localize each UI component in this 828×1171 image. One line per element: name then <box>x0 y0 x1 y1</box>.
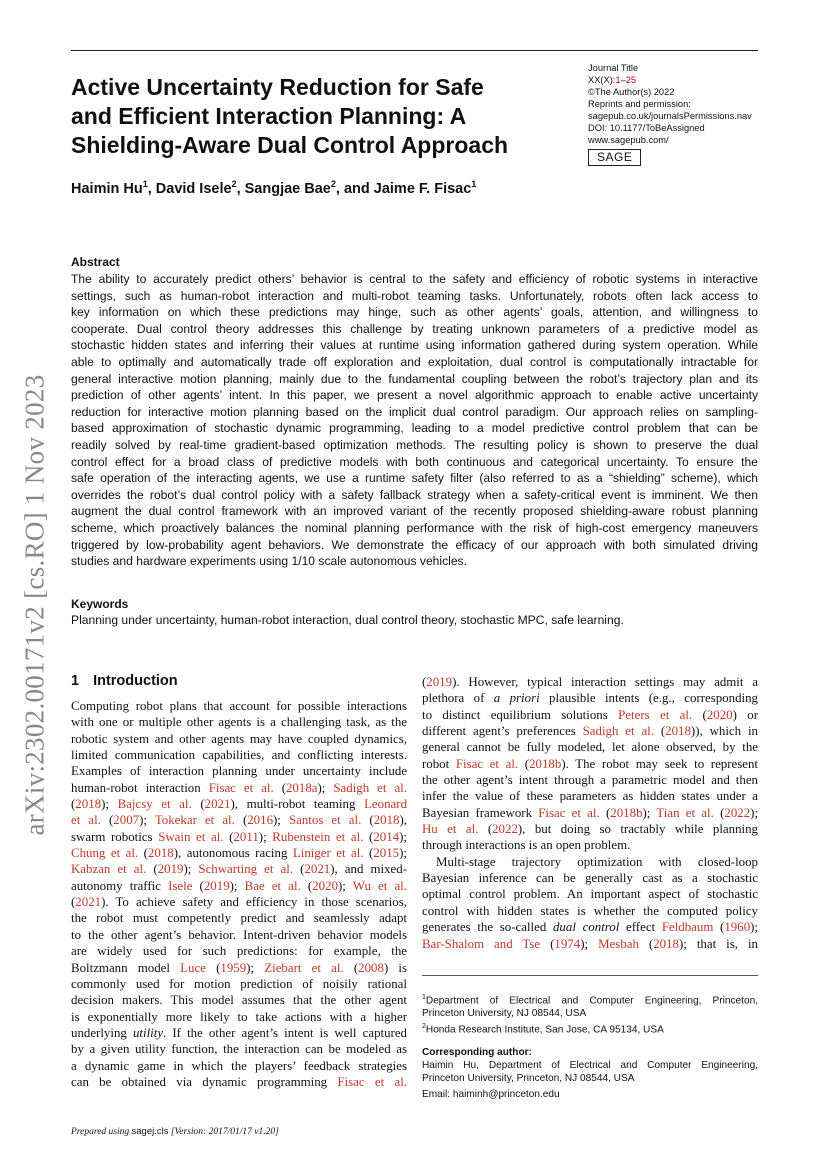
abstract-line: stochastic hidden states and inferring their values at runtime using information gathered during system operation. While <box>71 338 758 353</box>
body-text: ); <box>317 780 334 795</box>
journal-info <box>588 62 768 166</box>
body-line <box>422 788 758 804</box>
citation-link[interactable]: Luce <box>180 960 206 975</box>
body-line <box>422 854 758 870</box>
volume-prefix: XX(X): <box>588 75 616 85</box>
body-text: ( <box>518 756 530 771</box>
author-affiliation-mark: 1 <box>142 179 148 189</box>
email-link[interactable]: Email: haiminh@princeton.edu <box>422 1089 560 1100</box>
citation-link[interactable]: Bar-Shalom and Tse <box>422 936 541 951</box>
body-line <box>71 829 407 845</box>
body-text: infer the value of these parameters as hidden states under a <box>422 789 758 804</box>
abstract-line: reduction for interactive motion planning based on the implicit dual control paradigm. Our approach relies on sampling- <box>71 404 758 419</box>
abstract-line: able to optimally and automatically trade off exploration and exploitation, dual control is computationally intractable for <box>71 354 758 369</box>
abstract-line: safe operation of the interacting agents, we use a runtime safety filter (also referred to as a “shielding” scheme), which <box>71 471 758 486</box>
reprints-url[interactable]: sagepub.co.uk/journalsPermissions.nav <box>588 111 752 121</box>
body-text: generates the so-called <box>422 920 553 935</box>
body-text: Bayesian framework <box>422 805 539 820</box>
body-line <box>71 1074 407 1090</box>
body-text: ( <box>713 920 725 935</box>
arxiv-watermark <box>10 365 60 845</box>
body-text: robot <box>422 756 456 771</box>
body-line <box>71 960 407 976</box>
citation-link[interactable]: 2021 <box>204 797 231 812</box>
citation-link[interactable]: Mesbah <box>598 936 639 951</box>
body-text: are widely used for such predictions: for example, the <box>71 944 407 959</box>
affiliation-1 <box>422 991 758 1007</box>
publisher-site[interactable]: www.sagepub.com/ <box>588 135 669 145</box>
body-line <box>71 976 407 992</box>
body-text: ), multi-robot teaming <box>230 797 365 812</box>
body-text: ( <box>234 813 248 828</box>
author-name: Sangjae Bae <box>244 180 331 197</box>
sage-logo: SAGE <box>588 149 641 166</box>
abstract-line: The ability to accurately predict others’ behavior is central to the safety and efficiency of robotic systems in interactive <box>71 272 758 286</box>
abstract-line: based approximation of stochastic dynamic programming, leading to a model predictive control problem that can be <box>71 421 758 436</box>
paper-title <box>71 73 541 160</box>
abstract-line: readily solved by real-time gradient-based optimization methods. The resulting policy is shown to preserve the dual <box>71 437 758 452</box>
author-separator: , and <box>335 180 374 197</box>
body-text: ( <box>653 724 666 739</box>
citation-link[interactable]: 2014 <box>373 829 400 844</box>
body-text: to distinct equilibrium solutions <box>422 707 619 722</box>
body-text: ), <box>399 813 407 828</box>
affiliation-1-cont: Princeton University, NJ 08544, USA <box>422 1008 587 1020</box>
body-text: ( <box>713 805 725 820</box>
body-line <box>71 992 407 1008</box>
body-text: ); <box>750 805 758 820</box>
body-line <box>422 690 758 706</box>
author-name: David Isele <box>155 180 232 197</box>
body-text: by a given utility function, the interaction can be modeled as <box>71 1042 407 1057</box>
citation-link[interactable]: 2018 <box>147 846 174 861</box>
body-text: decision makers. This model assumes that the other agent <box>71 993 407 1008</box>
footer-version: [Version: 2017/01/17 v1.20] <box>168 1127 279 1137</box>
citation-link[interactable]: Rubenstein et al. <box>272 829 364 844</box>
body-text: ); <box>273 813 289 828</box>
title-line: Active Uncertainty Reduction for Safe <box>71 74 484 100</box>
emphasis-text: utility <box>132 1025 164 1040</box>
citation-link[interactable]: Liniger et al. <box>292 846 364 861</box>
page-end-link[interactable]: 25 <box>625 75 637 85</box>
body-text: ); <box>183 862 199 877</box>
aff-text: Department of Electrical and Computer Engineering, Princeton, <box>425 995 758 1007</box>
body-line <box>71 943 407 959</box>
body-text: with one or multiple other agents is a challenging task, as the <box>71 715 407 730</box>
body-text: is exponentially more likely to take actions with a higher <box>71 1009 407 1024</box>
body-text: ); <box>338 878 353 893</box>
citation-link[interactable]: 2022 <box>724 805 751 820</box>
aff-mark: 1 <box>422 994 426 1001</box>
citation-link[interactable]: 2018 <box>75 797 102 812</box>
body-text: )), which in <box>690 724 758 739</box>
author-separator: , <box>236 180 245 197</box>
body-line <box>71 861 407 877</box>
body-text: ); that is, in <box>678 936 758 951</box>
body-text: ( <box>540 936 555 951</box>
affiliation-2 <box>422 1020 758 1036</box>
aff-mark: 2 <box>422 1023 426 1031</box>
citation-link[interactable]: Sadigh et al. <box>582 724 654 739</box>
body-text: ( <box>146 862 158 877</box>
body-text: the robot must competently predict and seamlessly adapt <box>71 911 407 926</box>
citation-link[interactable]: Tokekar et al. <box>154 813 235 828</box>
abstract-line: control effect for a broad class of predictive models with both continuous and categorical uncertainty. To ensure the <box>71 454 758 469</box>
arxiv-id[interactable]: arXiv:2302.00171v2 [cs.RO] 1 Nov 2023 <box>19 374 50 836</box>
citation-link[interactable]: Wu et al. <box>352 878 407 893</box>
body-text: can be obtained via dynamic programming <box>71 1074 338 1089</box>
body-text: ); <box>246 960 265 975</box>
body-text: ). However, typical interaction settings may admit a <box>452 675 758 689</box>
abstract-line: augment the dual control framework with an improved variant of the recently proposed shielding-aware robust planning <box>71 504 758 519</box>
citation-link[interactable]: Chung et al. <box>71 846 139 861</box>
page-separator: – <box>620 75 626 85</box>
citation-link[interactable]: Kabzan et al. <box>71 862 147 877</box>
corresponding-line: Haimin Hu, Department of Electrical and Computer Engineering, <box>422 1060 758 1071</box>
body-line <box>422 903 758 919</box>
body-line <box>422 674 758 690</box>
body-line <box>71 1025 407 1041</box>
citation-link[interactable]: Swain et al. <box>158 829 224 844</box>
citation-link[interactable]: 2011 <box>233 829 259 844</box>
body-line <box>422 723 758 739</box>
body-line <box>422 837 758 853</box>
body-text: ); <box>101 797 118 812</box>
emphasis-text: a priori <box>493 691 540 706</box>
body-line <box>422 739 758 755</box>
page-footer <box>71 1126 279 1137</box>
body-text: through interactions is an open problem. <box>422 838 631 853</box>
body-text: ( <box>100 813 114 828</box>
citation-link[interactable]: 2008 <box>358 960 384 975</box>
body-text: ). To achieve safety and efficiency in those scenarios, <box>101 895 407 910</box>
body-text: a dynamic game in which the players’ feedback strategies <box>71 1058 407 1073</box>
body-text: ), but doing so tractably while planning <box>517 822 758 837</box>
author-separator: , <box>147 180 156 197</box>
footnote-rule <box>422 975 758 976</box>
body-text: . If the other agent’s intent is well captured <box>163 1025 407 1040</box>
abstract-line: key information on which these predictions may hinge, such as other agents’ goals, attention, and willingness to <box>71 305 758 320</box>
citation-link[interactable]: 2019 <box>203 878 230 893</box>
author-affiliation-mark: 1 <box>471 179 477 189</box>
title-line: and Efficient Interaction Planning: A <box>71 103 467 129</box>
body-line <box>422 805 758 821</box>
body-line <box>71 894 407 910</box>
body-line <box>422 772 758 788</box>
header-rule <box>71 50 758 51</box>
body-text: ( <box>223 829 234 844</box>
body-text: Multi-stage trajectory optimization with closed-loop <box>436 854 758 869</box>
keywords-text: Planning under uncertainty, human-robot interaction, dual control theory, stochastic MPC, safe learning. <box>71 613 624 627</box>
section-number: 1 <box>71 673 80 689</box>
body-text: ( <box>422 675 427 689</box>
body-text: ); <box>139 813 155 828</box>
body-text: commonly used for motion prediction of noisily rational <box>71 976 407 991</box>
page-start-link[interactable]: 1 <box>615 75 621 85</box>
citation-link[interactable]: Leonard <box>364 797 407 812</box>
abstract-line: prediction of other agents’ intent. In this paper, we present a novel algorithmic approach to enable active uncertainty <box>71 388 758 403</box>
citation-link[interactable]: 2018a <box>285 780 318 795</box>
body-text: Bayesian inference can be generally cast as a stochastic <box>422 871 758 886</box>
body-line <box>71 698 407 714</box>
body-text: ). The robot may seek to represent <box>561 756 758 771</box>
body-text: ( <box>191 797 205 812</box>
body-text: ( <box>192 878 204 893</box>
body-text: human-robot interaction <box>71 780 209 795</box>
citation-link[interactable]: Schwarting et al. <box>198 862 294 877</box>
citation-link[interactable]: 2020 <box>312 878 339 893</box>
abstract-line: studies and hardware experiments using 1/10 scale autonomous vehicles. <box>71 554 467 569</box>
citation-link[interactable]: 2021 <box>304 862 331 877</box>
body-text: ( <box>361 813 374 828</box>
body-text: ( <box>478 822 493 837</box>
body-text: ( <box>273 780 286 795</box>
copyright: ©The Author(s) 2022 <box>588 87 675 97</box>
citation-link[interactable]: 2007 <box>113 813 140 828</box>
body-line <box>422 707 758 723</box>
citation-link[interactable]: Hu et al. <box>422 822 479 837</box>
body-text: ( <box>363 846 374 861</box>
body-text: to the other agent’s behavior. Intent-driven behavior models <box>71 927 407 942</box>
body-text: ), and mixed- <box>330 862 407 877</box>
affiliations <box>422 991 758 1037</box>
author-list <box>71 179 476 197</box>
abstract-heading: Abstract <box>71 255 120 269</box>
body-text: limited communication capabilities, and conflicting interests. <box>71 748 407 763</box>
body-line <box>422 886 758 902</box>
emphasis-text: dual control <box>552 920 620 935</box>
body-text: general cannot be fully modeled, let alone observed, by the <box>422 740 758 755</box>
citation-link[interactable]: Peters et al. <box>618 707 693 722</box>
body-text: ); <box>229 878 245 893</box>
citation-link[interactable]: Feldbaum <box>661 920 714 935</box>
body-text: Boltzmann model <box>71 960 181 975</box>
body-line <box>422 756 758 772</box>
section-heading <box>71 673 178 689</box>
body-text: underlying <box>71 1025 133 1040</box>
body-line <box>71 910 407 926</box>
citation-link[interactable]: 2018 <box>373 813 400 828</box>
citation-link[interactable]: Isele <box>168 878 193 893</box>
body-line <box>71 714 407 730</box>
body-line <box>71 1009 407 1025</box>
body-text: ); <box>258 829 273 844</box>
body-text: ( <box>205 960 221 975</box>
author-affiliation-mark: 2 <box>231 179 237 189</box>
body-text: Computing robot plans that account for possible interactions <box>71 699 407 713</box>
body-line <box>422 870 758 886</box>
citation-link[interactable]: Bae et al. <box>244 878 301 893</box>
author-name: Jaime F. Fisac <box>373 180 472 197</box>
body-line <box>71 731 407 747</box>
body-line <box>71 796 407 812</box>
citation-link[interactable]: Sadigh et al. <box>333 780 407 795</box>
body-text: ( <box>138 846 148 861</box>
citation-link[interactable]: Ziebart et al. <box>264 960 344 975</box>
doi: DOI: 10.1177/ToBeAssigned <box>588 123 705 133</box>
body-line <box>71 927 407 943</box>
body-text: swarm robotics <box>71 829 159 844</box>
body-line <box>71 812 407 828</box>
citation-link[interactable]: Bajcsy et al. <box>117 797 192 812</box>
body-line <box>71 878 407 894</box>
citation-link[interactable]: 2018b <box>529 756 562 771</box>
corresponding-line: Princeton University, Princeton, NJ 08544, USA <box>422 1073 635 1084</box>
citation-link[interactable]: 1959 <box>220 960 247 975</box>
body-text: ); <box>642 805 657 820</box>
citation-link[interactable]: 2018b <box>610 805 643 820</box>
body-column-left <box>71 698 407 1090</box>
body-line <box>71 747 407 763</box>
citation-link[interactable]: Fisac et al. <box>337 1074 407 1089</box>
body-text: Examples of interaction planning under uncertainty include <box>71 764 407 779</box>
body-line <box>422 919 758 935</box>
body-line <box>71 1058 407 1074</box>
citation-link[interactable]: et al. <box>71 813 101 828</box>
reprints-label: Reprints and permission: <box>588 99 691 109</box>
body-text: ( <box>71 895 76 910</box>
abstract-line: cooperate. Dual control theory addresses this challenge by treating unknown parameters of a predictive model as <box>71 321 758 336</box>
citation-link[interactable]: 2021 <box>75 895 102 910</box>
body-text: robotic system and other agents may have coupled dynamics, <box>71 731 407 746</box>
section-title: Introduction <box>93 673 178 689</box>
citation-link[interactable]: 2022 <box>492 822 518 837</box>
body-line <box>71 845 407 861</box>
body-text: ) or <box>732 707 758 722</box>
body-text: autonomy traffic <box>71 878 169 893</box>
citation-link[interactable]: 2016 <box>247 813 274 828</box>
citation-link[interactable]: 2019 <box>426 675 453 689</box>
author-name: Haimin Hu <box>71 180 143 197</box>
body-text: ); <box>399 846 407 861</box>
body-text: the other agent’s intent through a parametric model and then <box>422 773 758 788</box>
body-text: ( <box>692 707 707 722</box>
citation-link[interactable]: Santos et al. <box>288 813 362 828</box>
body-text: ); <box>750 920 758 935</box>
citation-link[interactable]: Fisac et al. <box>538 805 600 820</box>
body-line <box>71 1041 407 1057</box>
body-text: ( <box>363 829 374 844</box>
body-line <box>422 821 758 837</box>
body-text: ( <box>599 805 611 820</box>
body-text: ) is <box>383 960 407 975</box>
corresponding-heading: Corresponding author: <box>422 1047 532 1058</box>
body-text: ( <box>293 862 305 877</box>
body-text: plethora of <box>422 691 494 706</box>
body-text: effect <box>619 920 662 935</box>
body-text: ); <box>580 936 599 951</box>
title-line: Shielding-Aware Dual Control Approach <box>71 132 509 158</box>
body-text: ); <box>399 829 407 844</box>
aff-text: Honda Research Institute, San Jose, CA 95134, USA <box>425 1024 664 1036</box>
citation-link[interactable]: Fisac et al. <box>455 756 519 771</box>
citation-link[interactable]: Fisac et al. <box>208 780 274 795</box>
abstract-line: settings, such as human-robot interaction and multi-robot teaming tasks. Unfortunately, robots often lack access to <box>71 288 758 303</box>
body-line <box>71 763 407 779</box>
citation-link[interactable]: Tian et al. <box>656 805 714 820</box>
footer-prepared: Prepared using <box>71 1127 132 1137</box>
body-text: ( <box>343 960 359 975</box>
body-text: different agent’s preferences <box>422 724 583 739</box>
body-text: control with hidden states is whether the computed policy <box>422 903 758 918</box>
body-text: ( <box>638 936 654 951</box>
journal-volume <box>588 74 768 86</box>
abstract-body <box>71 271 758 570</box>
body-line <box>422 936 758 952</box>
corresponding-author <box>422 1046 758 1101</box>
body-line <box>71 780 407 796</box>
journal-name: Journal Title <box>588 63 639 73</box>
body-text: optimal control problem. An important aspect of stochastic <box>422 887 758 902</box>
footer-cls: sagej.cls <box>131 1126 169 1137</box>
citation-link[interactable]: 2018 <box>653 936 679 951</box>
body-column-right <box>422 674 758 952</box>
abstract-line: overrides the robot’s dual control policy with a safety fallback strategy when a safety-critical event is imminent. We then <box>71 487 758 502</box>
abstract-line: general interactive motion planning, mainly due to the fundamental coupling between the robot’s trajectory plan and its <box>71 371 758 386</box>
citation-link[interactable]: 2019 <box>157 862 184 877</box>
author-affiliation-mark: 2 <box>330 179 336 189</box>
citation-link[interactable]: 1974 <box>554 936 581 951</box>
abstract-line: scheme, which proactively balances the nominal planning performance with the risk of high-cost emergency maneuvers <box>71 520 758 535</box>
body-text: ( <box>71 797 76 812</box>
citation-link[interactable]: 1960 <box>724 920 751 935</box>
body-text: ( <box>300 878 313 893</box>
citation-link[interactable]: 2015 <box>373 846 400 861</box>
keywords-heading: Keywords <box>71 597 129 611</box>
citation-link[interactable]: 2018 <box>665 724 691 739</box>
body-text: ), autonomous racing <box>173 846 293 861</box>
abstract-line: triggered by low-probability agent behaviors. We demonstrate the efficacy of our approach with both simulated driving <box>71 537 758 552</box>
body-text: plausible intents (e.g., corresponding <box>539 691 758 706</box>
citation-link[interactable]: 2020 <box>706 707 733 722</box>
